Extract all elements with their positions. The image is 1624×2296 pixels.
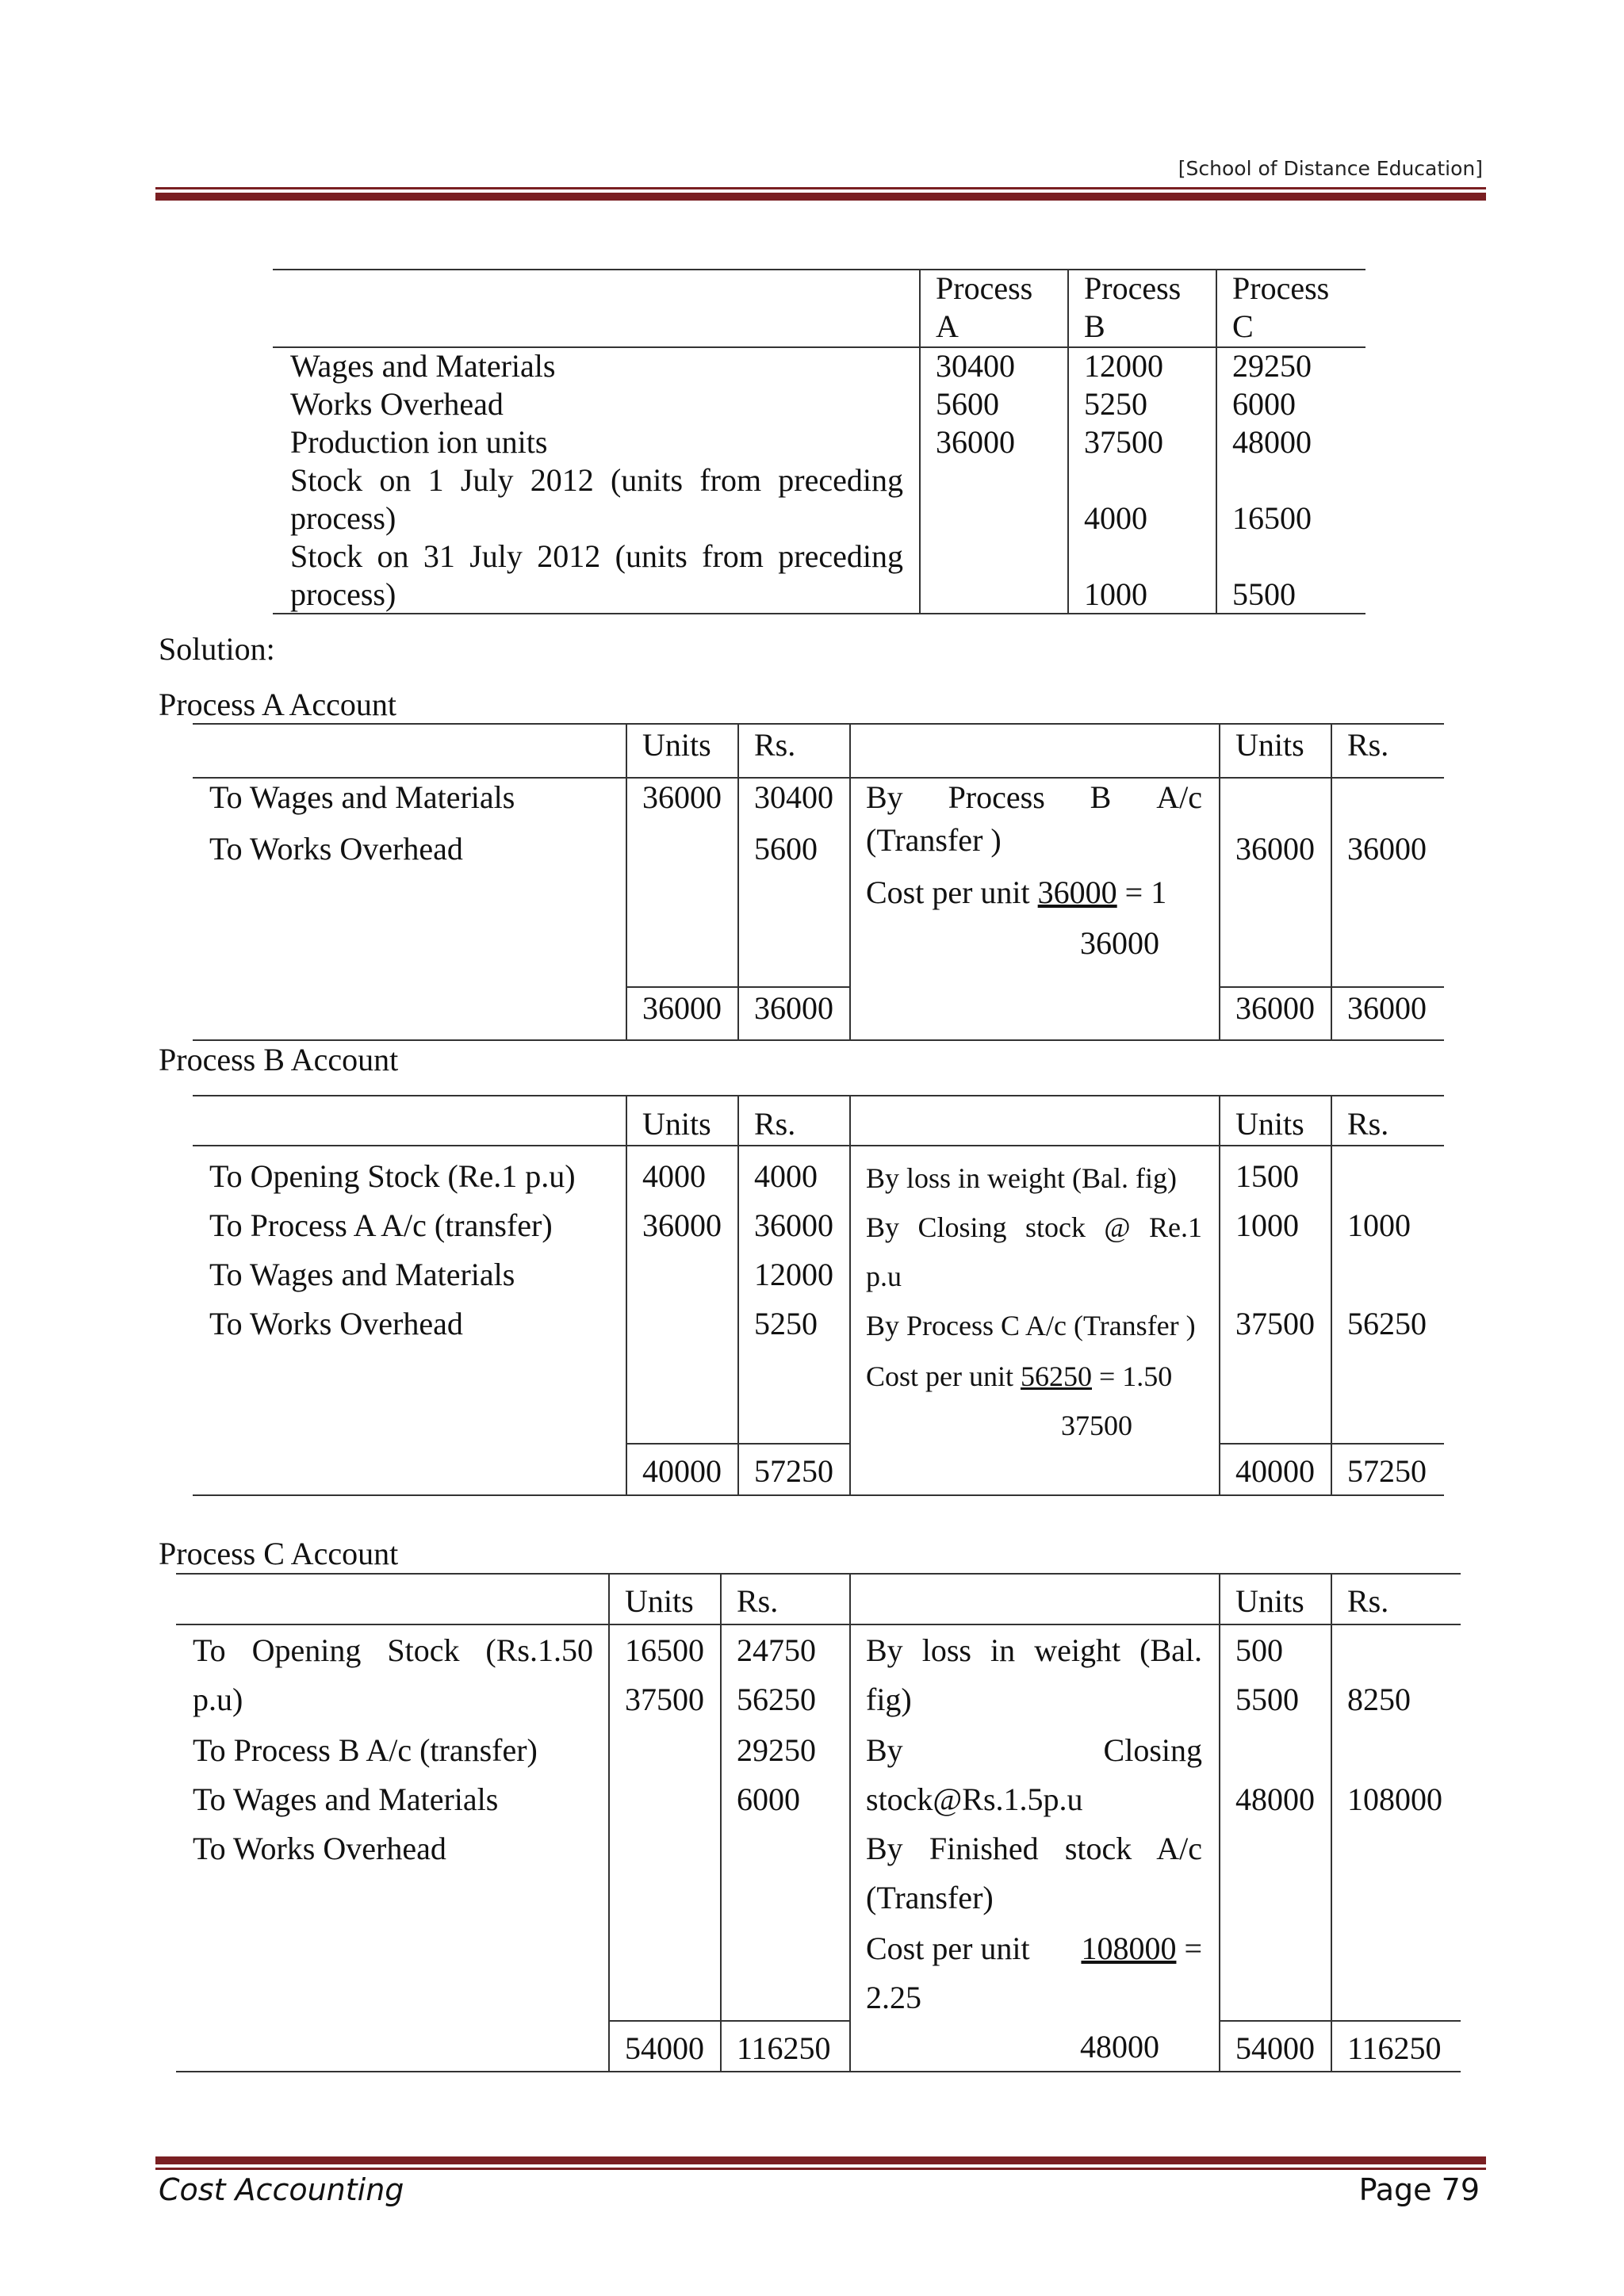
col-units: Units bbox=[625, 1583, 694, 1619]
credit-rs: 36000 bbox=[1347, 831, 1427, 867]
debit-rs: 5600 bbox=[754, 831, 818, 867]
total: 57250 bbox=[754, 1453, 833, 1489]
col-units: Units bbox=[642, 1106, 711, 1142]
total: 40000 bbox=[1235, 1453, 1315, 1489]
total: 36000 bbox=[1235, 990, 1315, 1026]
credit-units: 37500 bbox=[1235, 1306, 1315, 1341]
debit-label: To Process B A/c (transfer) bbox=[193, 1732, 538, 1768]
given-row-label: Stock on 1 July 2012 (units from preceding bbox=[290, 462, 903, 498]
col-units: Units bbox=[1235, 1583, 1304, 1619]
given-row-label: process) bbox=[290, 500, 396, 536]
header-rule-thin bbox=[155, 187, 1486, 189]
credit-rs: 8250 bbox=[1347, 1682, 1411, 1717]
debit-label: To Works Overhead bbox=[209, 831, 463, 867]
debit-rs: 29250 bbox=[737, 1732, 816, 1768]
given-cell: 30400 bbox=[936, 348, 1015, 384]
total: 54000 bbox=[1235, 2030, 1315, 2066]
process-a-title: Process A Account bbox=[159, 687, 396, 722]
given-cell: 12000 bbox=[1084, 348, 1163, 384]
credit-line: fig) bbox=[866, 1682, 912, 1717]
given-header-b-line2: B bbox=[1084, 308, 1105, 344]
debit-units: 37500 bbox=[625, 1682, 704, 1717]
debit-units: 16500 bbox=[625, 1632, 704, 1668]
debit-label: To Wages and Materials bbox=[209, 779, 515, 815]
credit-line: p.u bbox=[866, 1261, 902, 1292]
total: 36000 bbox=[754, 990, 833, 1026]
footer-rule-thick bbox=[155, 2156, 1486, 2164]
debit-rs: 36000 bbox=[754, 1207, 833, 1243]
credit-units: 5500 bbox=[1235, 1682, 1299, 1717]
debit-units: 36000 bbox=[642, 1207, 722, 1243]
debit-label: p.u) bbox=[193, 1682, 243, 1717]
given-row-label: process) bbox=[290, 576, 396, 612]
credit-line: By loss in weight (Bal. bbox=[866, 1632, 1202, 1668]
total: 54000 bbox=[625, 2030, 704, 2066]
credit-rs: 56250 bbox=[1347, 1306, 1427, 1341]
debit-units: 36000 bbox=[642, 779, 722, 815]
col-rs: Rs. bbox=[754, 727, 796, 763]
total: 36000 bbox=[1347, 990, 1427, 1026]
col-rs: Rs. bbox=[1347, 727, 1389, 763]
given-cell: 1000 bbox=[1084, 576, 1147, 612]
debit-rs: 56250 bbox=[737, 1682, 816, 1717]
given-cell: 6000 bbox=[1232, 386, 1296, 422]
credit-units: 48000 bbox=[1235, 1781, 1315, 1817]
credit-line: stock@Rs.1.5p.u bbox=[866, 1781, 1083, 1817]
footer-rule-thin bbox=[155, 2168, 1486, 2170]
col-rs: Rs. bbox=[737, 1583, 779, 1619]
given-cell: 5600 bbox=[936, 386, 999, 422]
debit-label: To Wages and Materials bbox=[209, 1257, 515, 1292]
cost-value: 2.25 bbox=[866, 1980, 921, 2015]
given-header-a-line2: A bbox=[936, 308, 959, 344]
given-header-a-line1: Process bbox=[936, 270, 1033, 306]
credit-line: By Closing bbox=[866, 1732, 1202, 1768]
credit-units: 36000 bbox=[1235, 831, 1315, 867]
debit-label: To Works Overhead bbox=[193, 1831, 446, 1866]
given-cell: 5500 bbox=[1232, 576, 1296, 612]
credit-line: By Closing stock @ Re.1 bbox=[866, 1211, 1202, 1243]
given-cell: 5250 bbox=[1084, 386, 1147, 422]
given-cell: 29250 bbox=[1232, 348, 1312, 384]
debit-label: To Process A A/c (transfer) bbox=[209, 1207, 553, 1243]
given-row-label: Stock on 31 July 2012 (units from preceding bbox=[290, 538, 903, 574]
total: 36000 bbox=[642, 990, 722, 1026]
credit-line: (Transfer ) bbox=[866, 822, 1002, 858]
given-cell: 37500 bbox=[1084, 424, 1163, 460]
debit-units: 4000 bbox=[642, 1158, 706, 1194]
total: 40000 bbox=[642, 1453, 722, 1489]
given-cell: 16500 bbox=[1232, 500, 1312, 536]
col-units: Units bbox=[1235, 1106, 1304, 1142]
given-row-label: Wages and Materials bbox=[290, 348, 556, 384]
given-header-c-line2: C bbox=[1232, 308, 1254, 344]
given-cell: 48000 bbox=[1232, 424, 1312, 460]
credit-line: By Process C A/c (Transfer ) bbox=[866, 1310, 1196, 1341]
cost-denominator: 37500 bbox=[1061, 1410, 1132, 1441]
debit-rs: 5250 bbox=[754, 1306, 818, 1341]
cost-denominator: 36000 bbox=[1080, 925, 1159, 961]
total: 57250 bbox=[1347, 1453, 1427, 1489]
given-row-label: Production ion units bbox=[290, 424, 548, 460]
cost-per-unit: Cost per unit 36000 = 1 bbox=[866, 874, 1167, 910]
col-rs: Rs. bbox=[1347, 1106, 1389, 1142]
cost-denominator: 48000 bbox=[1080, 2029, 1159, 2064]
debit-label: To Works Overhead bbox=[209, 1306, 463, 1341]
col-units: Units bbox=[642, 727, 711, 763]
total: 116250 bbox=[1347, 2030, 1442, 2066]
credit-line: By loss in weight (Bal. fig) bbox=[866, 1162, 1177, 1194]
given-header-b-line1: Process bbox=[1084, 270, 1182, 306]
debit-label: To Opening Stock (Re.1 p.u) bbox=[209, 1158, 576, 1194]
col-units: Units bbox=[1235, 727, 1304, 763]
col-rs: Rs. bbox=[754, 1106, 796, 1142]
header-institution: [School of Distance Education] bbox=[1178, 157, 1483, 180]
cost-per-unit: Cost per unit 56250 = 1.50 bbox=[866, 1360, 1173, 1392]
credit-units: 1000 bbox=[1235, 1207, 1299, 1243]
solution-label: Solution: bbox=[159, 631, 275, 667]
debit-rs: 12000 bbox=[754, 1257, 833, 1292]
credit-line: By Process B A/c bbox=[866, 779, 1202, 815]
debit-rs: 24750 bbox=[737, 1632, 816, 1668]
header-rule-thick bbox=[155, 193, 1486, 201]
cost-per-unit: Cost per unit 108000 = bbox=[866, 1931, 1202, 1966]
credit-rs: 1000 bbox=[1347, 1207, 1411, 1243]
given-cell: 36000 bbox=[936, 424, 1015, 460]
given-header-c-line1: Process bbox=[1232, 270, 1330, 306]
given-cell: 4000 bbox=[1084, 500, 1147, 536]
credit-units: 500 bbox=[1235, 1632, 1283, 1668]
process-b-title: Process B Account bbox=[159, 1042, 399, 1077]
debit-label: To Opening Stock (Rs.1.50 bbox=[193, 1632, 593, 1668]
debit-rs: 6000 bbox=[737, 1781, 800, 1817]
debit-rs: 30400 bbox=[754, 779, 833, 815]
process-c-title: Process C Account bbox=[159, 1536, 399, 1571]
credit-units: 1500 bbox=[1235, 1158, 1299, 1194]
credit-line: (Transfer) bbox=[866, 1880, 994, 1915]
credit-line: By Finished stock A/c bbox=[866, 1831, 1202, 1866]
debit-label: To Wages and Materials bbox=[193, 1781, 499, 1817]
given-row-label: Works Overhead bbox=[290, 386, 504, 422]
credit-rs: 108000 bbox=[1347, 1781, 1442, 1817]
page-number: Page 79 bbox=[1358, 2172, 1480, 2207]
debit-rs: 4000 bbox=[754, 1158, 818, 1194]
total: 116250 bbox=[737, 2030, 831, 2066]
footer-course: Cost Accounting bbox=[159, 2172, 404, 2207]
col-rs: Rs. bbox=[1347, 1583, 1389, 1619]
